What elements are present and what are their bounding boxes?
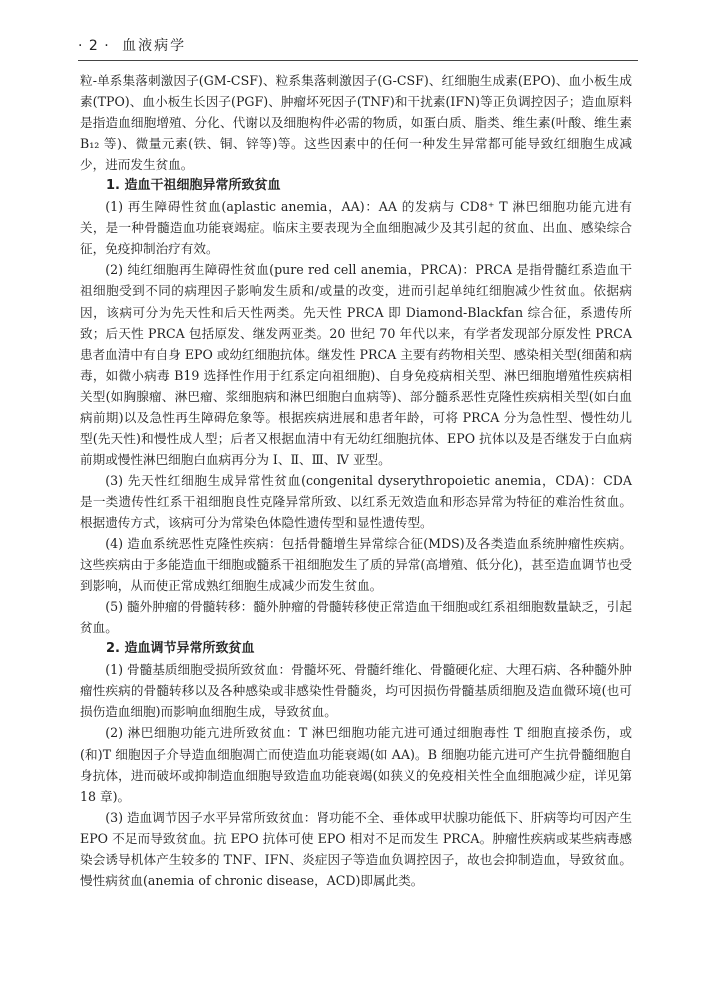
paragraph-cda: (3) 先天性红细胞生成异常性贫血(congenital dyserythropoietic anemia，CDA)：CDA 是一类遗传性红系干祖细胞良性克隆异常所致、以红系无效造血和形态异常为特征的难治性贫血。根据遗传方式，该病可分为常染色体隐性遗传型和显性遗传型。	[80, 472, 632, 530]
page-header	[78, 36, 638, 61]
paragraph-stromal-damage: (1) 骨髓基质细胞受损所致贫血：骨髓坏死、骨髓纤维化、骨髓硬化症、大理石病、各种髓外肿瘤性疾病的骨髓转移以及各种感染或非感染性骨髓炎，均可因损伤骨髓基质细胞及造血微环境(也可损伤造血细胞)而影响血细胞生成，导致贫血。	[80, 662, 632, 720]
paragraph-pure-red-cell-anemia: (2) 纯红细胞再生障碍性贫血(pure red cell anemia，PRCA)：PRCA 是指骨髓红系造血干祖细胞受到不同的病理因子影响发生质和/或量的改变，进而引起单纯红细胞减少性贫血。依据病因，该病可分为先天性和后天性两类。先天性 PRCA 即 Diamond-Blackfan 综合征，系遗传所致；后天性 PRCA 包括原发、继发两亚类。20 世纪 70 年代以来，有学者发现部分原发性 PRCA 患者血清中有自身 EPO 或幼红细胞抗体。继发性 PRCA 主要有药物相关型、感染相关型(细菌和病毒，如微小病毒 B19 选择性作用于红系定向祖细胞)、自身免疫病相关型、淋巴细胞增殖性疾病相关型(如胸腺瘤、淋巴瘤、浆细胞病和淋巴细胞白血病等)、部分髓系恶性克隆性疾病相关型(如白血病前期)以及急性再生障碍危象等。根据疾病进展和患者年龄，可将 PRCA 分为急性型、慢性幼儿型(先天性)和慢性成人型；后者又根据血清中有无幼红细胞抗体、EPO 抗体以及是否继发于白血病前期或慢性淋巴细胞白血病再分为 Ⅰ、Ⅱ、Ⅲ、Ⅳ 亚型。	[80, 262, 632, 467]
paragraph-regulatory-factor: (3) 造血调节因子水平异常所致贫血：肾功能不全、垂体或甲状腺功能低下、肝病等均可因产生 EPO 不足而导致贫血。抗 EPO 抗体可使 EPO 相对不足而发生 PRCA。肿瘤性疾病或某些病毒感染会诱导机体产生较多的 TNF、IFN、炎症因子等造血负调控因子，故也会抑制造血，导致贫血。慢性病贫血(anemia of chronic disease，ACD)即属此类。	[80, 809, 632, 888]
paragraph-lymphocyte-hyperfunction: (2) 淋巴细胞功能亢进所致贫血：T 淋巴细胞功能亢进可通过细胞毒性 T 细胞直接杀伤，或(和)T 细胞因子介导造血细胞凋亡而使造血功能衰竭(如 AA)。B 细胞功能亢进可产生抗骨髓细胞自身抗体，进而破坏或抑制造血细胞导致造血功能衰竭(如狭义的免疫相关性全血细胞减少症，详见第 18 章)。	[80, 725, 632, 804]
section-heading-stem-progenitor: 1. 造血干祖细胞异常所致贫血	[106, 178, 281, 194]
running-title: 血液病学	[122, 38, 187, 54]
page-number: · 2 ·	[78, 38, 110, 54]
section-heading-regulation: 2. 造血调节异常所致贫血	[106, 641, 255, 657]
paragraph-intro-continuation: 粒-单系集落刺激因子(GM-CSF)、粒系集落刺激因子(G-CSF)、红细胞生成素(EPO)、血小板生成素(TPO)、血小板生长因子(PGF)、肿瘤坏死因子(TNF)和干扰素(IFN)等正负调控因子；造血原料是指造血细胞增殖、分化、代谢以及细胞构件必需的物质，如蛋白质、脂类、维生素(叶酸、维生素 B₁₂ 等)、微量元素(铁、铜、锌等)等。这些因素中的任何一种发生异常都可能导致红细胞生成减少，进而发生贫血。	[80, 73, 632, 173]
paragraph-marrow-metastasis: (5) 髓外肿瘤的骨髓转移：髓外肿瘤的骨髓转移使正常造血干细胞或红系祖细胞数量缺乏，引起贫血。	[80, 599, 632, 636]
paragraph-malignant-clonal-disease: (4) 造血系统恶性克隆性疾病：包括骨髓增生异常综合征(MDS)及各类造血系统肿瘤性疾病。这些疾病由于多能造血干细胞或髓系干祖细胞发生了质的异常(高增殖、低分化)，甚至造血调节也受到影响，从而使正常成熟红细胞生成减少而发生贫血。	[80, 536, 632, 594]
body-text	[80, 70, 632, 891]
paragraph-aplastic-anemia: (1) 再生障碍性贫血(aplastic anemia，AA)：AA 的发病与 CD8⁺ T 淋巴细胞功能亢进有关，是一种骨髓造血功能衰竭症。临床主要表现为全血细胞减少及其引起的贫血、出血、感染综合征，免疫抑制治疗有效。	[80, 199, 632, 257]
